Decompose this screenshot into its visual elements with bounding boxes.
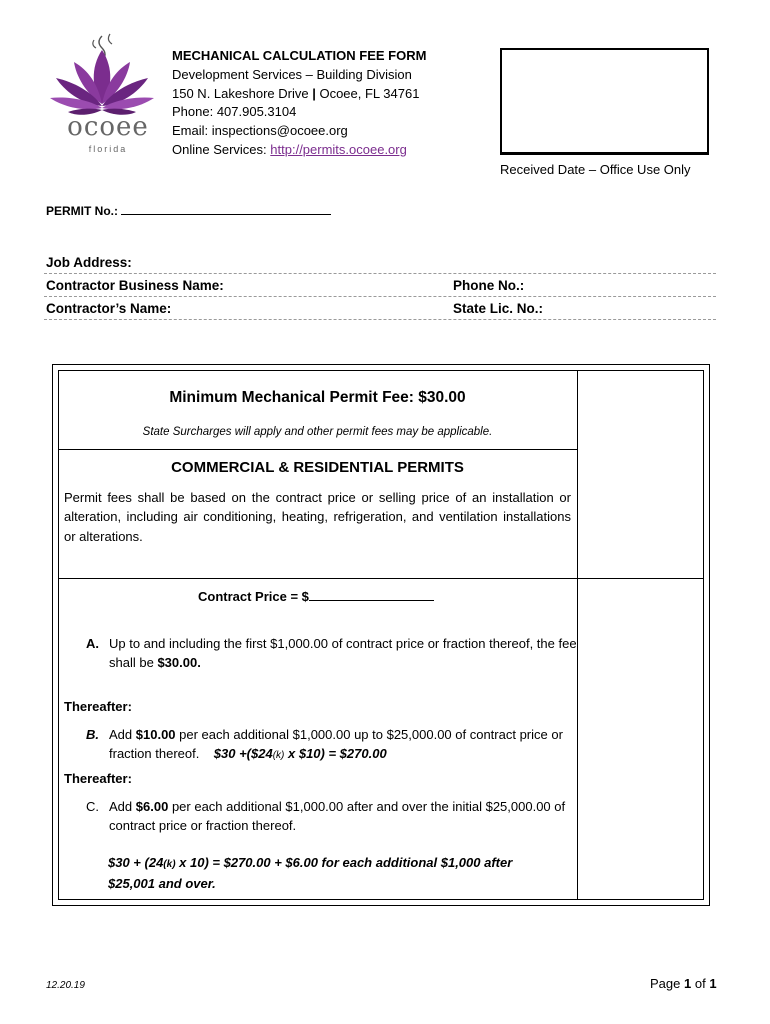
surcharge-note: State Surcharges will apply and other permit fees may be applicable. — [142, 426, 493, 438]
contractor-name-field[interactable] — [44, 319, 716, 320]
received-date-label: Received Date – Office Use Only — [500, 162, 691, 177]
address-street: 150 N. Lakeshore Drive — [172, 85, 309, 101]
item-c-text: per each additional $1,000.00 after and over the initial $25,000.00 of contract price or fraction thereof. — [109, 799, 566, 834]
item-a-text: Up to and including the first $1,000.00 of contract price or fraction thereof, the fee shall be — [109, 636, 577, 671]
revision-date: 12.20.19 — [46, 980, 85, 991]
item-b-amount: $10.00 — [135, 727, 176, 742]
logo-subtext: florida — [88, 144, 128, 154]
contractor-business-label: Contractor Business Name: — [46, 278, 224, 293]
page-num: 1 — [684, 976, 692, 991]
formula-k: (k) — [163, 859, 176, 870]
page-pre: Page — [650, 976, 681, 991]
item-b-formula-k: (k) — [272, 750, 285, 762]
job-address-field[interactable] — [44, 273, 716, 274]
form-title: MECHANICAL CALCULATION FEE FORM — [172, 48, 427, 63]
item-c-amount: $6.00 — [135, 799, 169, 814]
page-indicator — [650, 976, 717, 991]
item-c-body — [109, 797, 579, 836]
permit-label: PERMIT No.: — [46, 204, 118, 218]
address-separator: | — [312, 85, 316, 101]
contractor-name-label: Contractor’s Name: — [46, 301, 172, 316]
address — [172, 85, 426, 104]
item-c-pre: Add — [109, 799, 133, 814]
state-lic-label: State Lic. No.: — [453, 301, 544, 316]
item-b — [86, 725, 581, 765]
thereafter-label-2: Thereafter: — [64, 771, 132, 786]
header-block — [172, 47, 426, 160]
item-a — [86, 634, 581, 674]
page-total: 1 — [709, 976, 717, 991]
fee-description: Permit fees shall be based on the contract price or selling price of an installation or alteration, including air conditioning, heating, refrigeration, and ventilation installations or alterations. — [64, 490, 571, 544]
permits-link[interactable]: http://permits.ocoee.org — [270, 141, 407, 157]
logo-wordmark: ocoee — [67, 112, 149, 142]
phone: Phone: 407.905.3104 — [172, 104, 297, 120]
item-a-body — [109, 634, 579, 673]
item-b-marker: B. — [86, 727, 99, 742]
item-a-marker: A. — [86, 636, 99, 651]
contractor-business-field[interactable] — [44, 296, 716, 297]
phone-no-label: Phone No.: — [453, 278, 525, 293]
permit-number-field[interactable] — [121, 202, 331, 215]
row-divider-1 — [58, 449, 577, 450]
thereafter-label-1: Thereafter: — [64, 699, 132, 714]
item-a-amount: $30.00. — [157, 655, 201, 671]
min-fee-heading: Minimum Mechanical Permit Fee: $30.00 — [169, 389, 466, 406]
received-date-box[interactable] — [500, 48, 709, 155]
fee-entry-cell-bottom[interactable] — [578, 579, 703, 899]
page-mid: of — [694, 976, 706, 991]
item-b-formula-a: $30 +($24 — [213, 746, 273, 762]
item-b-pre: Add — [109, 727, 133, 742]
contract-price-label: Contract Price = $ — [198, 589, 309, 604]
online-services — [172, 141, 426, 160]
item-b-text: per each additional $1,000.00 up to $25,000.00 of contract price or fraction thereof. — [109, 727, 563, 762]
email: Email: inspections@ocoee.org — [172, 123, 348, 139]
contract-price-field[interactable] — [309, 588, 434, 601]
ocoee-logo — [46, 28, 158, 160]
item-c-marker: C. — [86, 799, 99, 814]
formula-b: x 10) = $270.00 + $6.00 for each additional $1,000 after $25,001 and over. — [108, 855, 513, 892]
online-label: Online Services: — [172, 141, 267, 157]
address-city: Ocoee, FL 34761 — [319, 85, 420, 101]
item-b-body — [109, 725, 579, 766]
contract-price — [198, 588, 434, 604]
formula-a: $30 + (24 — [108, 855, 164, 870]
permit-number — [46, 202, 331, 218]
total-formula — [108, 853, 548, 894]
item-c — [86, 797, 581, 837]
fee-entry-cell-top[interactable] — [578, 371, 703, 577]
job-address-label: Job Address: — [46, 255, 132, 270]
section-title: COMMERCIAL & RESIDENTIAL PERMITS — [171, 459, 464, 476]
item-b-formula-b: x $10) = $270.00 — [288, 746, 387, 762]
division: Development Services – Building Division — [172, 66, 412, 82]
